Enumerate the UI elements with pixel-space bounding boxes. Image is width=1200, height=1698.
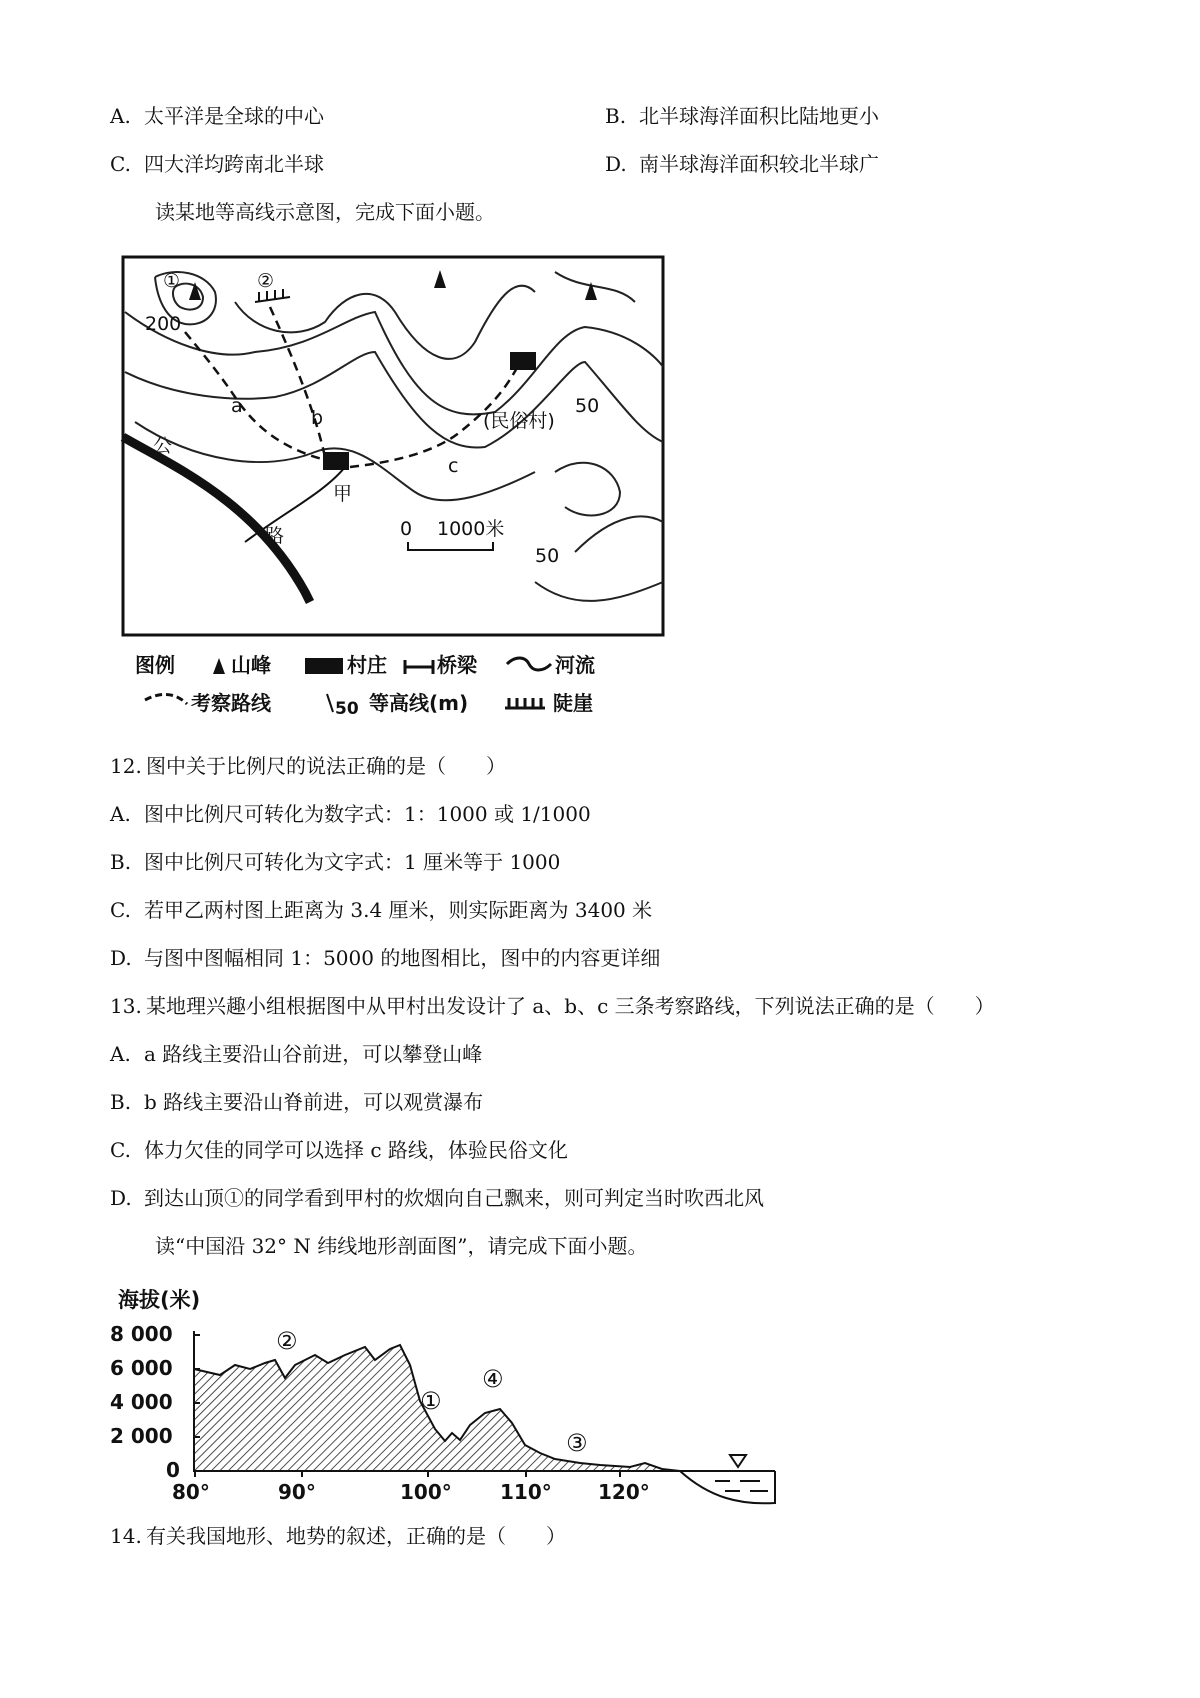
map-legend (135, 653, 595, 717)
option-text: 到达山顶①的同学看到甲村的炊烟向自己飘来，则可判定当时吹西北风 (144, 1186, 764, 1210)
highway (123, 437, 310, 602)
route-b-label: b (311, 407, 324, 429)
q12-option-c (110, 896, 652, 924)
option-text: 图中比例尺可转化为文字式：1 厘米等于 1000 (144, 850, 561, 874)
q12-option-d (110, 944, 660, 972)
question-number: 14. (110, 1524, 142, 1548)
q13-option-c (110, 1136, 568, 1164)
y-tick: 6 000 (110, 1356, 173, 1380)
option-label: D. (110, 946, 132, 970)
route-a-label: a (231, 395, 243, 417)
option-d (605, 150, 879, 178)
legend-cliff: 陡崖 (553, 691, 593, 715)
x-tick: 80° (172, 1480, 210, 1504)
peak-icon (213, 658, 225, 674)
village-icon (305, 658, 343, 674)
profile-ylabel: 海拔(米) (118, 1288, 201, 1312)
route-c-label: c (448, 455, 459, 477)
option-text: 南半球海洋面积较北半球广 (639, 152, 879, 176)
option-text: 北半球海洋面积比陆地更小 (639, 104, 879, 128)
legend-village: 村庄 (347, 653, 387, 677)
bridge-icon (405, 660, 433, 674)
option-text: 太平洋是全球的中心 (144, 104, 324, 128)
option-label: A. (110, 802, 131, 826)
terrain-profile-figure (110, 1283, 850, 1533)
contour-map-figure (115, 252, 675, 717)
intro-contour-map: 读某地等高线示意图，完成下面小题。 (155, 200, 495, 224)
secondary-road (245, 467, 345, 542)
contour-icon (327, 694, 333, 712)
map-labels (145, 270, 599, 567)
q13-stem (110, 992, 995, 1020)
sea-level-icon (730, 1455, 746, 1467)
scale-zero: 0 (400, 518, 413, 540)
legend-river: 河流 (555, 653, 595, 677)
question-stem: 图中关于比例尺的说法正确的是（ ） (146, 754, 506, 778)
option-text: a 路线主要沿山谷前进，可以攀登山峰 (144, 1042, 483, 1066)
option-label: B. (605, 104, 627, 128)
option-text: 若甲乙两村图上距离为 3.4 厘米，则实际距离为 3400 米 (144, 898, 653, 922)
intro-profile: 读“中国沿 32° N 纬线地形剖面图”，请完成下面小题。 (155, 1234, 648, 1258)
question-number: 13. (110, 994, 142, 1018)
legend-contour-num: 50 (335, 699, 359, 717)
option-label: C. (110, 152, 131, 176)
legend-title: 图例 (135, 653, 175, 677)
x-tick: 120° (598, 1480, 650, 1504)
question-number: 12. (110, 754, 142, 778)
legend-peak: 山峰 (231, 653, 271, 677)
option-text: 图中比例尺可转化为数字式：1：1000 或 1/1000 (144, 802, 591, 826)
y-tick-labels (110, 1322, 180, 1482)
q13-option-a (110, 1040, 482, 1068)
q12-option-a (110, 800, 591, 828)
option-label: D. (605, 152, 627, 176)
q13-option-b (110, 1088, 483, 1116)
option-label: C. (110, 1138, 131, 1162)
option-text: 四大洋均跨南北半球 (144, 152, 324, 176)
water-lines (715, 1481, 768, 1491)
road-lu-label: 路 (265, 525, 285, 547)
route-icon (145, 694, 187, 704)
question-stem: 某地理兴趣小组根据图中从甲村出发设计了 a、b、c 三条考察路线，下列说法正确的是（ ） (146, 994, 995, 1018)
legend-bridge: 桥梁 (437, 653, 477, 677)
q14-stem (110, 1522, 566, 1550)
question-stem: 有关我国地形、地势的叙述，正确的是（ ） (146, 1524, 566, 1548)
contour-lines (125, 272, 663, 601)
village-folk-symbol (510, 352, 536, 370)
marker-4: ④ (482, 1365, 504, 1393)
option-label: A. (110, 1042, 131, 1066)
map-frame (123, 257, 663, 635)
x-tick: 100° (400, 1480, 452, 1504)
y-tick: 2 000 (110, 1424, 173, 1448)
marker-3: ③ (566, 1429, 588, 1457)
scale-bar (408, 542, 493, 550)
marker-1: ① (420, 1387, 442, 1415)
y-tick: 0 (166, 1458, 180, 1482)
option-label: B. (110, 1090, 132, 1114)
y-tick: 4 000 (110, 1390, 173, 1414)
legend-contour: 等高线(m) (369, 691, 469, 715)
x-tick: 110° (500, 1480, 552, 1504)
x-tick-labels (172, 1480, 650, 1504)
route-paths (185, 307, 520, 467)
y-tick: 8 000 (110, 1322, 173, 1346)
peak-icon (434, 270, 446, 288)
contour-label-50a: 50 (575, 395, 600, 417)
sea-water (680, 1471, 775, 1503)
x-tick: 90° (278, 1480, 316, 1504)
option-b (605, 102, 879, 130)
option-text: 体力欠佳的同学可以选择 c 路线，体验民俗文化 (144, 1138, 568, 1162)
road-gong-label: 公 (153, 435, 173, 457)
river-icon (507, 658, 551, 670)
cliff-icon (505, 698, 545, 708)
legend-route: 考察路线 (191, 691, 271, 715)
option-label: B. (110, 850, 132, 874)
option-label: A. (110, 104, 131, 128)
contour-label-50b: 50 (535, 545, 560, 567)
option-c (110, 150, 324, 178)
option-label: D. (110, 1186, 132, 1210)
village-jia-label: 甲 (333, 483, 353, 505)
option-text: b 路线主要沿山脊前进，可以观赏瀑布 (144, 1090, 484, 1114)
point2-label: ② (257, 270, 275, 292)
q12-option-b (110, 848, 560, 876)
option-a (110, 102, 324, 130)
scale-distance: 1000米 (437, 518, 505, 540)
marker-2: ② (276, 1327, 298, 1355)
village-jia-symbol (323, 452, 349, 470)
peak1-label: ① (163, 270, 181, 292)
village-folk-label: (民俗村) (483, 410, 555, 432)
q12-stem (110, 752, 506, 780)
option-text: 与图中图幅相同 1：5000 的地图相比，图中的内容更详细 (144, 946, 661, 970)
option-label: C. (110, 898, 131, 922)
q13-option-d (110, 1184, 764, 1212)
contour-label-200: 200 (145, 313, 182, 335)
